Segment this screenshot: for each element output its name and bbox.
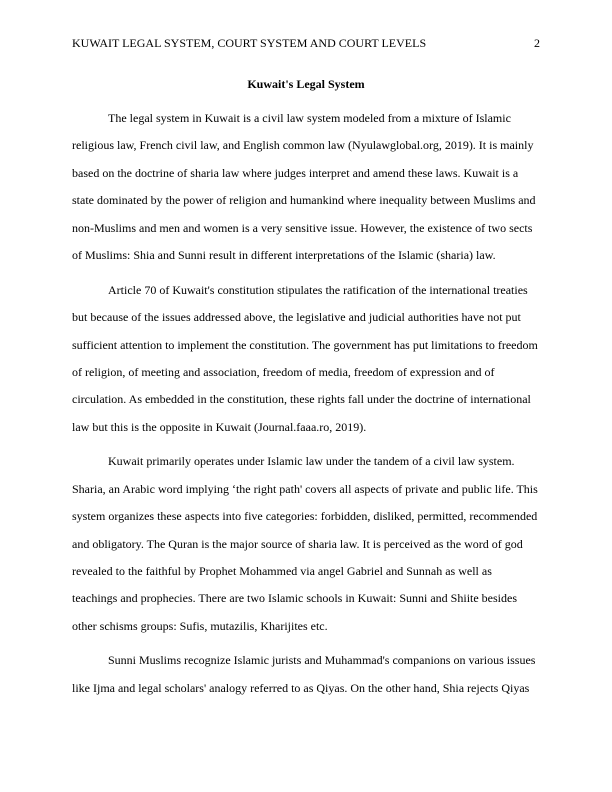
paragraph-4 [72, 647, 540, 702]
paragraph-3 [72, 448, 540, 640]
text-line: revealed to the faithful by Prophet Mohammed via angel Gabriel and Sunnah as well as [72, 564, 492, 578]
running-header: KUWAIT LEGAL SYSTEM, COURT SYSTEM AND COURT LEVELS [72, 36, 427, 50]
text-line: Sharia, an Arabic word implying ‘the right path' covers all aspects of private and public life. This [72, 481, 538, 496]
text-line: law but this is the opposite in Kuwait (Journal.faaa.ro, 2019). [72, 419, 367, 434]
text-line: Kuwait primarily operates under Islamic law under the tandem of a civil law system. [108, 454, 515, 469]
document-body [72, 105, 540, 709]
text-line: other schisms groups: Sufis, mutazilis, Kharijites etc. [72, 618, 328, 633]
text-line: of religion, of meeting and association, freedom of media, freedom of expression and of [72, 364, 495, 379]
text-line: non-Muslims and men and women is a very sensitive issue. However, the existence of two sects [72, 220, 533, 235]
text-line: like Ijma and legal scholars' analogy referred to as Qiyas. On the other hand, Shia rejects Qiyas [72, 680, 530, 695]
text-line: Article 70 of Kuwait's constitution stipulates the ratification of the international treaties [108, 282, 528, 297]
text-line: Sunni Muslims recognize Islamic jurists and Muhammad's companions on various issues [108, 653, 536, 668]
page-number: 2 [534, 36, 540, 50]
text-line: based on the doctrine of sharia law where judges interpret and amend these laws. Kuwait is a [72, 165, 519, 180]
text-line: religious law, French civil law, and English common law (Nyulawglobal.org, 2019). It is mainly [72, 138, 534, 153]
document-title: Kuwait's Legal System [247, 77, 365, 91]
text-line: state dominated by the power of religion and humankind where inequality between Muslims and [72, 193, 536, 208]
text-line: of Muslims: Shia and Sunni result in different interpretations of the Islamic (sharia) law. [72, 248, 496, 263]
text-line: teachings and prophecies. There are two Islamic schools in Kuwait: Sunni and Shiite besides [72, 591, 518, 606]
text-line: and obligatory. The Quran is the major source of sharia law. It is perceived as the word of god [72, 536, 523, 551]
text-line: system organizes these aspects into five categories: forbidden, disliked, permitted, recommended [72, 509, 538, 524]
paragraph-1 [72, 105, 540, 270]
text-line: circulation. As embedded in the constitution, these rights fall under the doctrine of international [72, 392, 531, 407]
paragraph-2 [72, 277, 540, 442]
text-line: but because of the issues addressed above, the legislative and judicial authorities have not put [72, 310, 521, 325]
text-line: The legal system in Kuwait is a civil law system modeled from a mixture of Islamic [108, 111, 511, 125]
text-line: sufficient attention to implement the constitution. The government has put limitations to freedom [72, 337, 538, 352]
